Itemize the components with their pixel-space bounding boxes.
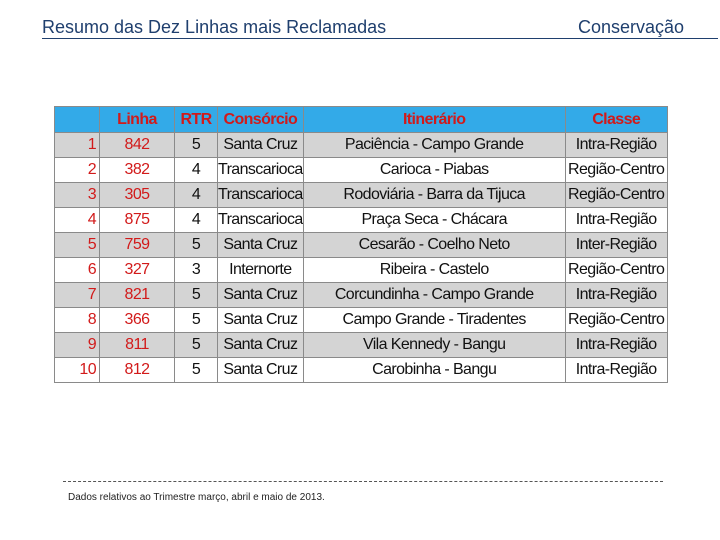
rank-cell: 7 [55, 283, 100, 308]
complaints-table [54, 106, 668, 383]
rank-cell: 3 [55, 183, 100, 208]
section-label: Conservação [578, 17, 685, 37]
classe-cell: Intra-Região [565, 133, 667, 158]
classe-cell: Região-Centro [565, 308, 667, 333]
column-header-rank [55, 107, 100, 133]
rank-cell: 6 [55, 258, 100, 283]
rtr-cell: 4 [175, 208, 218, 233]
consorcio-cell: Santa Cruz [218, 358, 304, 383]
table-row [55, 208, 668, 233]
rank-cell: 5 [55, 233, 100, 258]
consorcio-cell: Santa Cruz [218, 133, 304, 158]
rtr-cell: 4 [175, 158, 218, 183]
linha-cell: 811 [100, 333, 175, 358]
table-row [55, 258, 668, 283]
itinerario-cell: Cesarão - Coelho Neto [303, 233, 565, 258]
consorcio-cell: Santa Cruz [218, 283, 304, 308]
table-row [55, 158, 668, 183]
classe-cell: Região-Centro [565, 183, 667, 208]
column-header-rtr: RTR [175, 107, 218, 133]
itinerario-cell: Rodoviária - Barra da Tijuca [303, 183, 565, 208]
classe-cell: Intra-Região [565, 283, 667, 308]
table-row [55, 183, 668, 208]
rtr-cell: 5 [175, 308, 218, 333]
classe-cell: Região-Centro [565, 158, 667, 183]
itinerario-cell: Carobinha - Bangu [303, 358, 565, 383]
column-header-consorcio: Consórcio [218, 107, 304, 133]
consorcio-cell: Santa Cruz [218, 308, 304, 333]
footer-divider [63, 481, 663, 482]
itinerario-cell: Campo Grande - Tiradentes [303, 308, 565, 333]
table-row [55, 333, 668, 358]
column-header-classe: Classe [565, 107, 667, 133]
table-row [55, 283, 668, 308]
itinerario-cell: Paciência - Campo Grande [303, 133, 565, 158]
consorcio-cell: Internorte [218, 258, 304, 283]
table-row [55, 358, 668, 383]
rtr-cell: 5 [175, 333, 218, 358]
table-row [55, 233, 668, 258]
consorcio-cell: Santa Cruz [218, 233, 304, 258]
linha-cell: 842 [100, 133, 175, 158]
itinerario-cell: Ribeira - Castelo [303, 258, 565, 283]
linha-cell: 821 [100, 283, 175, 308]
classe-cell: Região-Centro [565, 258, 667, 283]
linha-cell: 305 [100, 183, 175, 208]
rank-cell: 9 [55, 333, 100, 358]
table-header-row [55, 107, 668, 133]
table-row [55, 133, 668, 158]
linha-cell: 812 [100, 358, 175, 383]
consorcio-cell: Transcarioca [218, 208, 304, 233]
rank-cell: 10 [55, 358, 100, 383]
itinerario-cell: Praça Seca - Chácara [303, 208, 565, 233]
slide-header [42, 16, 718, 39]
rtr-cell: 5 [175, 133, 218, 158]
rank-cell: 8 [55, 308, 100, 333]
classe-cell: Intra-Região [565, 358, 667, 383]
linha-cell: 875 [100, 208, 175, 233]
consorcio-cell: Santa Cruz [218, 333, 304, 358]
rank-cell: 1 [55, 133, 100, 158]
rtr-cell: 5 [175, 283, 218, 308]
linha-cell: 382 [100, 158, 175, 183]
rank-cell: 4 [55, 208, 100, 233]
consorcio-cell: Transcarioca [218, 158, 304, 183]
itinerario-cell: Vila Kennedy - Bangu [303, 333, 565, 358]
classe-cell: Inter-Região [565, 233, 667, 258]
itinerario-cell: Carioca - Piabas [303, 158, 565, 183]
classe-cell: Intra-Região [565, 333, 667, 358]
consorcio-cell: Transcarioca [218, 183, 304, 208]
slide-title: Resumo das Dez Linhas mais Reclamadas [42, 17, 387, 37]
itinerario-cell: Corcundinha - Campo Grande [303, 283, 565, 308]
rtr-cell: 5 [175, 358, 218, 383]
rtr-cell: 4 [175, 183, 218, 208]
linha-cell: 759 [100, 233, 175, 258]
classe-cell: Intra-Região [565, 208, 667, 233]
column-header-linha: Linha [100, 107, 175, 133]
table-row [55, 308, 668, 333]
linha-cell: 366 [100, 308, 175, 333]
column-header-itinerario: Itinerário [303, 107, 565, 133]
rank-cell: 2 [55, 158, 100, 183]
rtr-cell: 3 [175, 258, 218, 283]
footer-note: Dados relativos ao Trimestre março, abril e maio de 2013. [68, 492, 325, 503]
rtr-cell: 5 [175, 233, 218, 258]
linha-cell: 327 [100, 258, 175, 283]
